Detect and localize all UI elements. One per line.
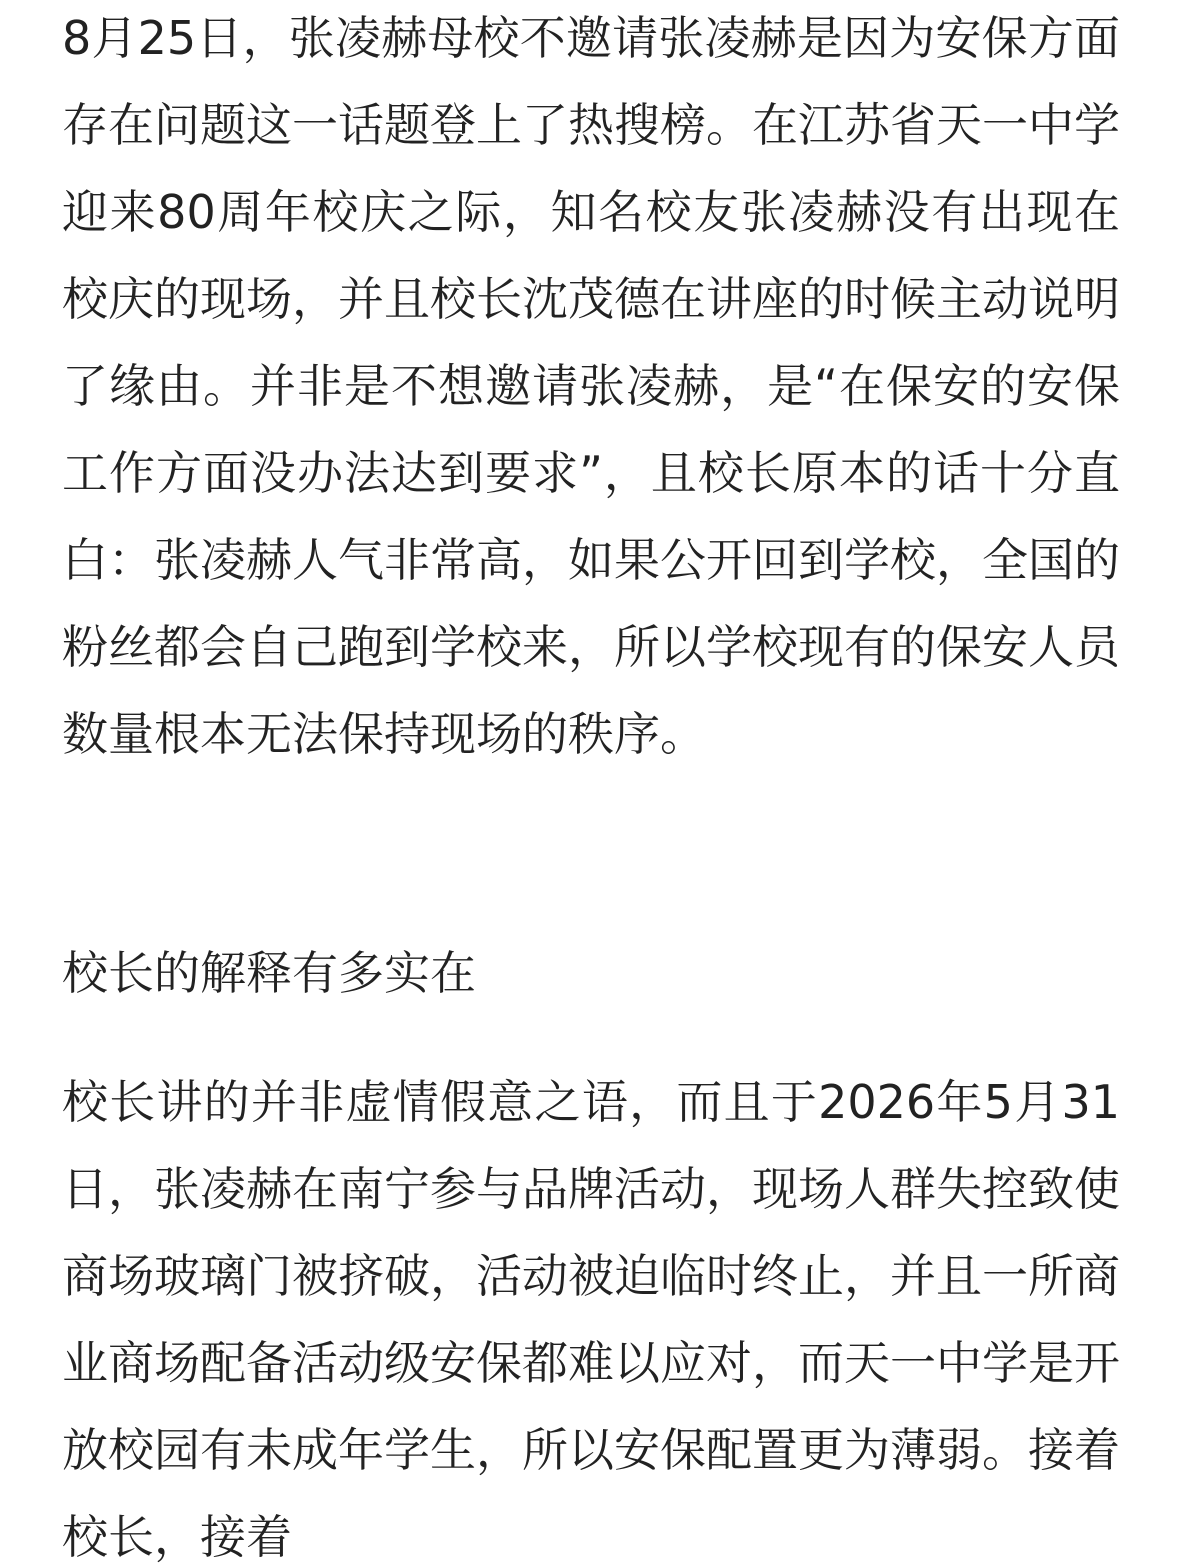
- article-paragraph: 校长讲的并非虚情假意之语，而且于2026年5月31日，张凌赫在南宁参与品牌活动，现场人群失控致使商场玻璃门被挤破，活动被迫临时终止，并且一所商业商场配备活动级安保都难以应对，而天一中学是开放校园有未成年学生，所以安保配置更为薄弱。接着校长，接着: [62, 1075, 1120, 1564]
- section-heading: 校长的解释有多实在: [62, 946, 476, 1000]
- article-paragraph: 8月25日，张凌赫母校不邀请张凌赫是因为安保方面存在问题这一话题登上了热搜榜。在江苏省天一中学迎来80周年校庆之际，知名校友张凌赫没有出现在校庆的现场，并且校长沈茂德在讲座的时候主动说明了缘由。并非是不想邀请张凌赫，是“在保安的安保工作方面没办法达到要求”，且校长原本的话十分直白：张凌赫人气非常高，如果公开回到学校，全国的粉丝都会自己跑到学校来，所以学校现有的保安人员数量根本无法保持现场的秩序。: [62, 11, 1120, 761]
